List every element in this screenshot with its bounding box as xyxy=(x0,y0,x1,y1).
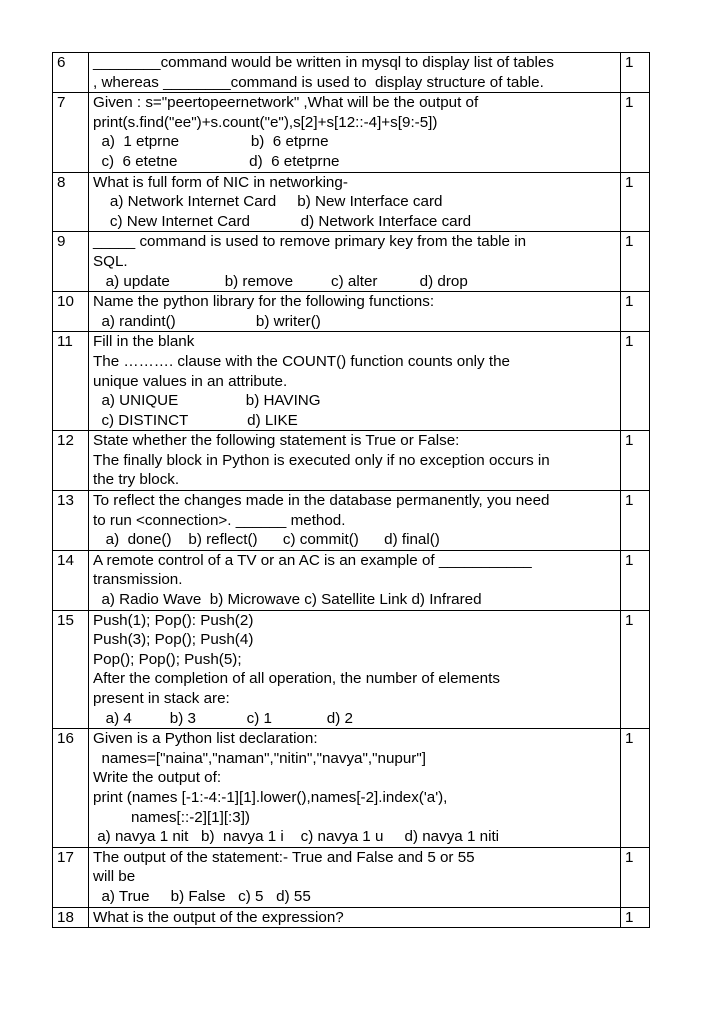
question-marks: 1 xyxy=(621,93,650,172)
question-line: a) Radio Wave b) Microwave c) Satellite Link d) Infrared xyxy=(93,591,482,609)
question-row xyxy=(53,491,650,551)
question-line: present in stack are: xyxy=(93,690,230,707)
question-line: a) 4 b) 3 c) 1 d) 2 xyxy=(93,709,353,727)
question-marks: 1 xyxy=(621,847,650,907)
question-line: SQL. xyxy=(93,252,128,270)
question-number: 16 xyxy=(53,729,89,848)
question-row xyxy=(53,847,650,907)
question-number: 18 xyxy=(53,907,89,928)
question-line: After the completion of all operation, the number of elements xyxy=(93,670,500,688)
question-line: Fill in the blank xyxy=(93,333,195,351)
question-line: Pop(); Pop(); Push(5); xyxy=(93,650,242,668)
question-line: c) New Internet Card d) Network Interface card xyxy=(93,212,472,230)
question-line: , whereas ________command is used to display structure of table. xyxy=(93,73,544,91)
question-line: the try block. xyxy=(93,471,180,489)
question-line: a) done() b) reflect() c) commit() d) final() xyxy=(93,531,440,549)
question-text xyxy=(89,550,621,610)
question-line: names[::-2][1][:3]) xyxy=(93,808,250,826)
question-line: a) True b) False c) 5 d) 55 xyxy=(93,887,311,905)
question-line: _____ command is used to remove primary key from the table in xyxy=(93,233,527,251)
question-line: Given : s="peertopeernetwork" ,What will be the output of xyxy=(93,94,479,112)
question-table-body xyxy=(53,53,650,928)
question-line: print (names [-1:-4:-1][1].lower(),names[-2].index('a'), xyxy=(93,788,448,806)
question-line: Given is a Python list declaration: xyxy=(93,730,318,748)
question-line: c) DISTINCT d) LIKE xyxy=(93,411,298,429)
question-line: a) randint() b) writer() xyxy=(93,312,321,330)
question-row xyxy=(53,610,650,729)
question-table xyxy=(52,52,650,928)
question-text xyxy=(89,172,621,232)
question-line: ________command would be written in mysql to display list of tables xyxy=(93,54,554,71)
question-number: 8 xyxy=(53,172,89,232)
question-text xyxy=(89,491,621,551)
question-line: a) 1 etprne b) 6 etprne xyxy=(93,133,329,151)
question-row xyxy=(53,550,650,610)
question-text xyxy=(89,232,621,292)
question-line: print(s.find("ee")+s.count("e"),s[2]+s[12::-4]+s[9:-5]) xyxy=(93,113,438,131)
question-row xyxy=(53,907,650,928)
question-row xyxy=(53,93,650,172)
question-line: The ………. clause with the COUNT() function counts only the xyxy=(93,352,510,370)
question-marks: 1 xyxy=(621,431,650,491)
question-line: What is full form of NIC in networking- xyxy=(93,173,348,191)
question-line: a) navya 1 nit b) navya 1 i c) navya 1 u d) navya 1 niti xyxy=(93,828,500,846)
question-number: 11 xyxy=(53,332,89,431)
question-number: 17 xyxy=(53,847,89,907)
question-text xyxy=(89,729,621,848)
question-line: c) 6 etetne d) 6 etetprne xyxy=(93,152,340,170)
question-number: 15 xyxy=(53,610,89,729)
question-row xyxy=(53,431,650,491)
question-row xyxy=(53,172,650,232)
question-number: 7 xyxy=(53,93,89,172)
question-line: What is the output of the expression? xyxy=(93,908,344,926)
question-text xyxy=(89,610,621,729)
question-text xyxy=(89,431,621,491)
question-line: Push(1); Pop(): Push(2) xyxy=(93,611,254,629)
question-line: unique values in an attribute. xyxy=(93,372,288,390)
question-text xyxy=(89,93,621,172)
question-row xyxy=(53,232,650,292)
question-line: Write the output of: xyxy=(93,769,222,787)
question-number: 9 xyxy=(53,232,89,292)
question-number: 14 xyxy=(53,550,89,610)
question-marks: 1 xyxy=(621,292,650,332)
question-line: To reflect the changes made in the database permanently, you need xyxy=(93,492,550,510)
question-text xyxy=(89,332,621,431)
question-text xyxy=(89,907,621,928)
question-marks: 1 xyxy=(621,172,650,232)
question-marks: 1 xyxy=(621,610,650,729)
question-marks: 1 xyxy=(621,332,650,431)
question-line: Name the python library for the following functions: xyxy=(93,293,435,311)
question-row xyxy=(53,292,650,332)
question-line: The finally block in Python is executed only if no exception occurs in xyxy=(93,451,550,469)
question-row xyxy=(53,53,650,93)
question-marks: 1 xyxy=(621,491,650,551)
question-line: A remote control of a TV or an AC is an example of ___________ xyxy=(93,551,532,569)
question-line: a) UNIQUE b) HAVING xyxy=(93,392,321,410)
question-line: The output of the statement:- True and False and 5 or 55 xyxy=(93,848,475,866)
question-marks: 1 xyxy=(621,729,650,848)
question-line: to run <connection>. ______ method. xyxy=(93,511,346,529)
question-marks: 1 xyxy=(621,232,650,292)
question-number: 10 xyxy=(53,292,89,332)
question-marks: 1 xyxy=(621,53,650,93)
question-line: a) Network Internet Card b) New Interface card xyxy=(93,193,443,211)
question-row xyxy=(53,729,650,848)
question-line: names=["naina","naman","nitin","navya","nupur"] xyxy=(93,749,426,767)
question-line: transmission. xyxy=(93,571,183,589)
question-marks: 1 xyxy=(621,907,650,928)
question-row xyxy=(53,332,650,431)
question-number: 13 xyxy=(53,491,89,551)
question-text xyxy=(89,847,621,907)
question-text xyxy=(89,53,621,93)
question-text xyxy=(89,292,621,332)
question-marks: 1 xyxy=(621,550,650,610)
question-line: will be xyxy=(93,868,136,886)
question-line: Push(3); Pop(); Push(4) xyxy=(93,631,254,649)
question-number: 12 xyxy=(53,431,89,491)
question-line: State whether the following statement is True or False: xyxy=(93,432,460,450)
question-number: 6 xyxy=(53,53,89,93)
question-line: a) update b) remove c) alter d) drop xyxy=(93,272,468,290)
